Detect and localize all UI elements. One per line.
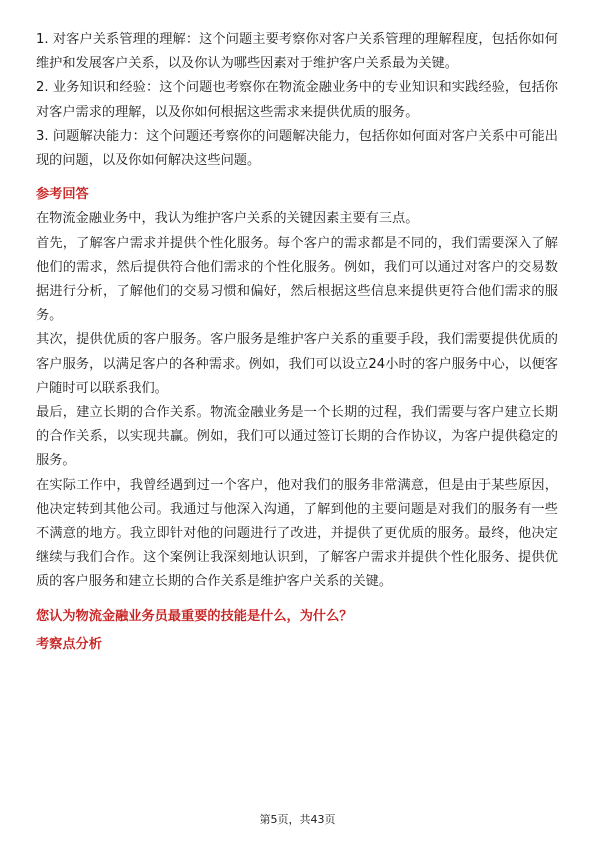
answer-paragraph-1: 在物流金融业务中，我认为维护客户关系的关键因素主要有三点。 — [36, 211, 419, 227]
next-question-heading: 您认为物流金融业务员最重要的技能是什么，为什么？ — [36, 608, 353, 624]
answer-paragraph-4: 最后，建立长期的合作关系。物流金融业务是一个长期的过程，我们需要与客户建立长期的合作关系，以实现共赢。例如，我们可以通过签订长期的合作协议，为客户提供稳定的服务。 — [36, 405, 558, 469]
intro-point-1: 1. 对客户关系管理的理解：这个问题主要考察你对客户关系管理的理解程度，包括你如何维护和发展客户关系，以及你认为哪些因素对于维护客户关系最为关键。 — [36, 32, 558, 72]
document-body — [36, 28, 558, 657]
page-footer: 第5页，共43页 — [259, 813, 336, 826]
answer-heading: 参考回答 — [36, 187, 89, 203]
answer-paragraph-3: 其次，提供优质的客户服务。客户服务是维护客户关系的重要手段，我们需要提供优质的客户服务，以满足客户的各种需求。例如，我们可以设立24小时的客户服务中心，以便客户随时可以联系我们。 — [36, 332, 558, 396]
intro-point-3: 3. 问题解决能力：这个问题还考察你的问题解决能力，包括你如何面对客户关系中可能出现的问题，以及你如何解决这些问题。 — [36, 128, 558, 169]
answer-paragraph-2: 首先，了解客户需求并提供个性化服务。每个客户的需求都是不同的，我们需要深入了解他们的需求，然后提供符合他们需求的个性化服务。例如，我们可以通过对客户的交易数据进行分析，了解他们的交易习惯和偏好，然后根据这些信息来提供更符合他们需求的服务。 — [36, 235, 558, 324]
intro-point-2: 2. 业务知识和经验：这个问题也考察你在物流金融业务中的专业知识和实践经验，包括你对客户需求的理解，以及你如何根据这些需求来提供优质的服务。 — [36, 80, 558, 120]
answer-paragraph-5: 在实际工作中，我曾经遇到过一个客户，他对我们的服务非常满意，但是由于某些原因，他决定转到其他公司。我通过与他深入沟通，了解到他的主要问题是对我们的服务有一些不满意的地方。我立即针对他的问题进行了改进，并提供了更优质的服务。最终，他决定继续与我们合作。这个案例让我深刻地认识到，了解客户需求并提供个性化服务、提供优质的客户服务和建立长期的合作关系是维护客户关系的关键。 — [36, 477, 558, 590]
analysis-heading: 考察点分析 — [36, 636, 102, 652]
